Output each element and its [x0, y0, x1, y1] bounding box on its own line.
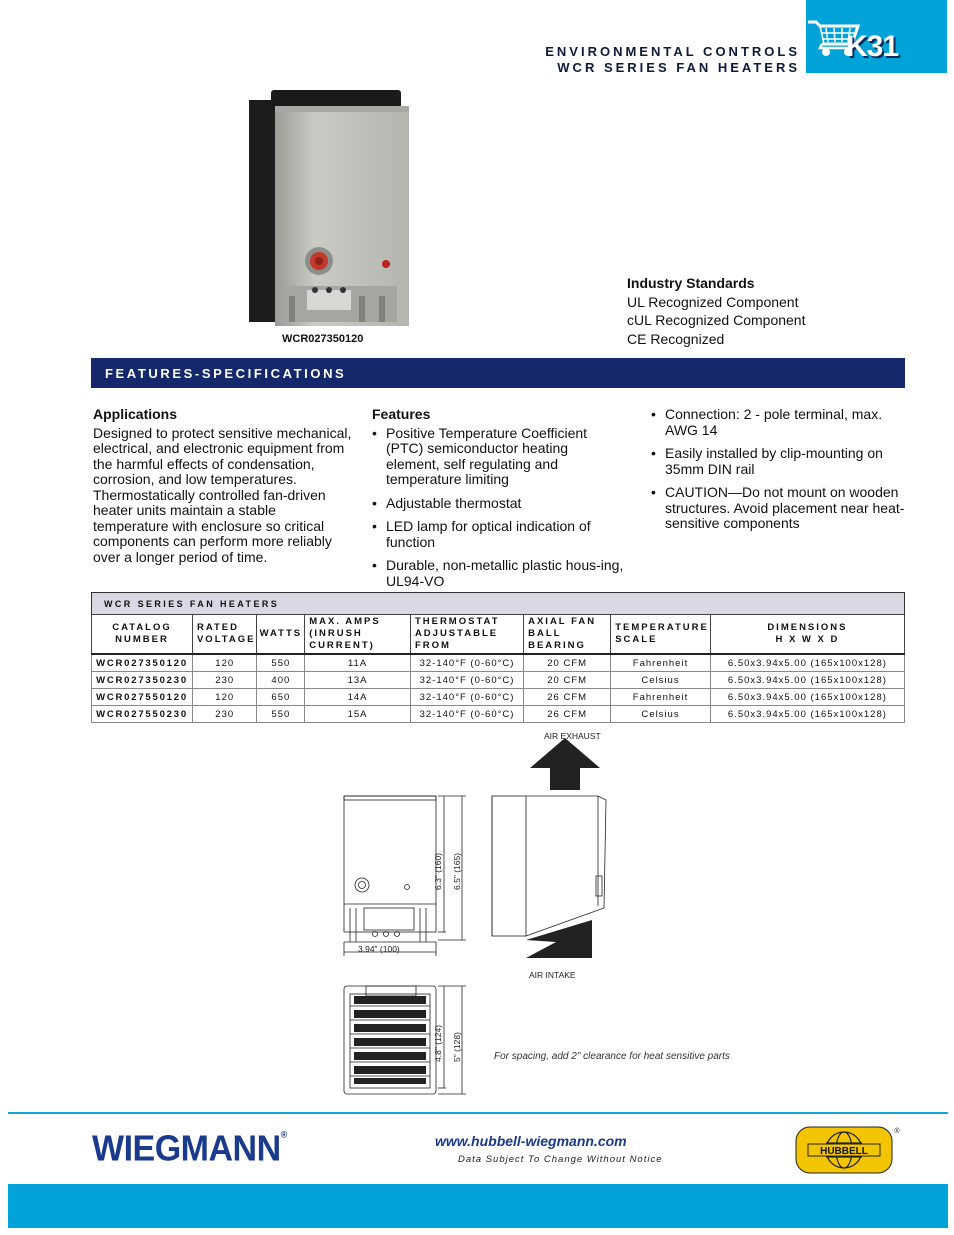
air-intake-arrow [526, 920, 592, 958]
cell-dimensions: 6.50x3.94x5.00 (165x100x128) [710, 654, 904, 672]
feature-item: • Durable, non-metallic plastic hous-ing, UL94-VO [372, 558, 624, 589]
table-header-row [92, 615, 905, 655]
dim-depth-1-label: 4.8" (124) [433, 1024, 443, 1062]
table-title: WCR SERIES FAN HEATERS [91, 592, 905, 614]
air-intake-label: AIR INTAKE [529, 970, 576, 980]
cell-voltage: 230 [192, 672, 257, 689]
cell-scale: Fahrenheit [611, 689, 711, 706]
cell-catalog: WCR027350230 [92, 672, 193, 689]
front-view [344, 796, 466, 956]
cell-catalog: WCR027550230 [92, 706, 193, 723]
table-row [92, 706, 905, 723]
cell-dimensions: 6.50x3.94x5.00 (165x100x128) [710, 672, 904, 689]
footer-divider [8, 1112, 948, 1114]
features-heading: Features [372, 406, 431, 422]
page-header-title [545, 44, 800, 76]
applications-body: Designed to protect sensitive mechanical, electrical, and electronic equipment from the harmful effects of condensation, corrosion, and low temperatures. Thermostatically controlled fan-driven heater units maintain a stable temperature with enclosure so critical components can perform more reliably over a longer period of time. [93, 424, 352, 565]
cell-catalog: WCR027350120 [92, 654, 193, 672]
col-header-voltage: RATED VOLTAGE [192, 615, 257, 655]
air-exhaust-arrow [530, 738, 600, 790]
header-line-1: ENVIRONMENTAL CONTROLS [545, 44, 800, 59]
footer-bar [8, 1184, 948, 1228]
cell-fan: 26 CFM [524, 706, 611, 723]
cell-thermostat: 32-140°F (0-60°C) [410, 706, 523, 723]
cell-amps: 13A [305, 672, 411, 689]
cell-thermostat: 32-140°F (0-60°C) [410, 689, 523, 706]
features-section-continued [651, 407, 906, 540]
dim-width-label: 3.94" (100) [358, 944, 400, 954]
col-header-thermostat: THERMOSTAT ADJUSTABLE FROM [410, 615, 523, 655]
dim-height-2-label: 6.5" (165) [452, 852, 462, 890]
dim-depth-2-label: 5" (128) [452, 1032, 462, 1062]
col-header-scale: TEMPERATURE SCALE [611, 615, 711, 655]
section-code: K31 [846, 30, 899, 63]
cell-amps: 15A [305, 706, 411, 723]
cell-fan: 20 CFM [524, 672, 611, 689]
col-header-catalog: CATALOG NUMBER [92, 615, 193, 655]
features-list [372, 426, 624, 590]
cell-scale: Celsius [611, 672, 711, 689]
cell-thermostat: 32-140°F (0-60°C) [410, 672, 523, 689]
header-line-2: WCR SERIES FAN HEATERS [557, 60, 800, 75]
standards-heading: Industry Standards [627, 275, 755, 291]
spec-table [91, 592, 905, 723]
col-header-fan: AXIAL FAN BALL BEARING [524, 615, 611, 655]
cell-watts: 550 [257, 706, 305, 723]
registered-mark: ® [280, 1129, 287, 1140]
features-list-continued [651, 407, 906, 532]
col-header-amps: MAX. AMPS (INRUSH CURRENT) [305, 615, 411, 655]
col-header-dimensions: DIMENSIONS H X W X D [710, 615, 904, 655]
feature-item: • Easily installed by clip-mounting on 35mm DIN rail [651, 446, 906, 477]
dimension-drawing [330, 728, 630, 1100]
table-row [92, 689, 905, 706]
cell-voltage: 120 [192, 654, 257, 672]
website-link[interactable]: www.hubbell-wiegmann.com [435, 1133, 627, 1149]
cell-scale: Celsius [611, 706, 711, 723]
cell-watts: 550 [257, 654, 305, 672]
cell-amps: 14A [305, 689, 411, 706]
cell-voltage: 120 [192, 689, 257, 706]
cell-fan: 26 CFM [524, 689, 611, 706]
hubbell-registered-mark: ® [894, 1128, 900, 1135]
applications-heading: Applications [93, 406, 178, 422]
col-header-watts: WATTS [257, 615, 305, 655]
table-row [92, 654, 905, 672]
air-exhaust-label: AIR EXHAUST [544, 731, 601, 741]
disclaimer: Data Subject To Change Without Notice [458, 1154, 663, 1165]
cell-amps: 11A [305, 654, 411, 672]
table-row [92, 672, 905, 689]
product-photo [249, 90, 415, 330]
hubbell-logo [794, 1125, 902, 1175]
standard-item: UL Recognized Component [627, 293, 799, 310]
product-caption: WCR027350120 [282, 333, 364, 345]
feature-item: • Positive Temperature Coefficient (PTC) semiconductor heating element, self regulating and temperature limiting [372, 426, 624, 488]
standard-item: cUL Recognized Component [627, 312, 806, 328]
spacing-note: For spacing, add 2" clearance for heat sensitive parts [494, 1051, 730, 1062]
cell-watts: 400 [257, 672, 305, 689]
standard-item: CE Recognized [627, 330, 725, 347]
cell-thermostat: 32-140°F (0-60°C) [410, 654, 523, 672]
features-section [372, 407, 624, 597]
cell-dimensions: 6.50x3.94x5.00 (165x100x128) [710, 689, 904, 706]
hubbell-wordmark: HUBBELL [820, 1146, 868, 1157]
cell-voltage: 230 [192, 706, 257, 723]
wiegmann-logo: WIEGMANN® [92, 1129, 287, 1169]
feature-item: • Connection: 2 - pole terminal, max. AWG 14 [651, 407, 906, 438]
feature-item: • Adjustable thermostat [372, 496, 624, 512]
cell-scale: Fahrenheit [611, 654, 711, 672]
dim-height-1-label: 6.3" (160) [433, 852, 443, 890]
feature-item: • CAUTION—Do not mount on wooden structures. Avoid placement near heat-sensitive components [651, 485, 906, 532]
spec-table-grid [91, 614, 905, 723]
cell-dimensions: 6.50x3.94x5.00 (165x100x128) [710, 706, 904, 723]
industry-standards [627, 274, 805, 348]
cell-fan: 20 CFM [524, 654, 611, 672]
cell-watts: 650 [257, 689, 305, 706]
feature-item: • LED lamp for optical indication of function [372, 519, 624, 550]
band-title: FEATURES-SPECIFICATIONS [105, 366, 347, 381]
applications-section [93, 407, 355, 565]
side-view [492, 796, 606, 936]
cell-catalog: WCR027550120 [92, 689, 193, 706]
